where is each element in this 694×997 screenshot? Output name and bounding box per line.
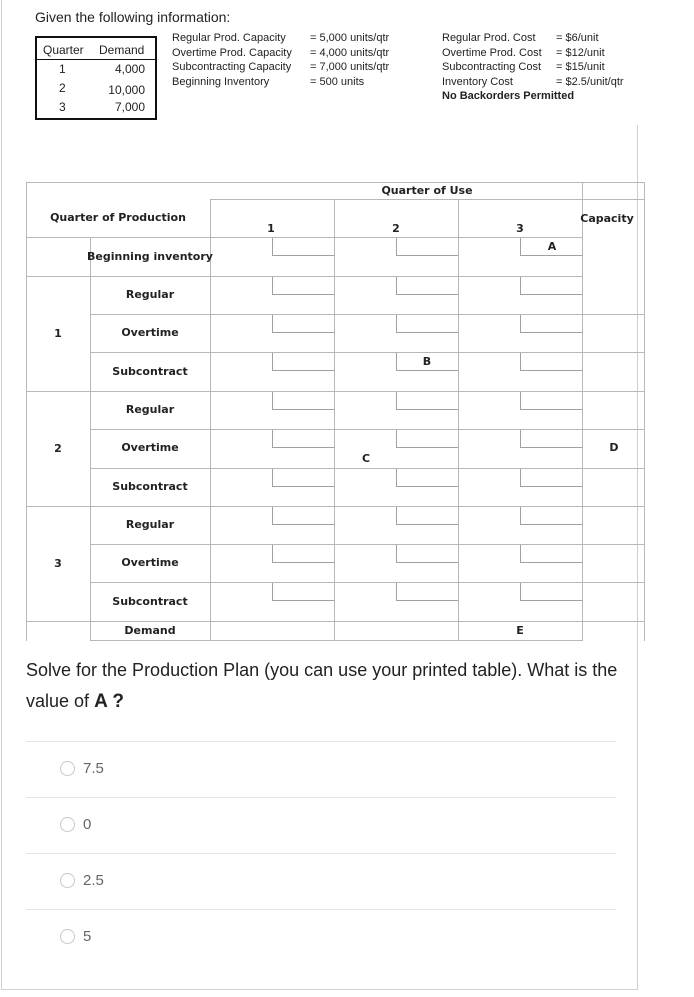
cost-value: = $15/unit <box>556 61 605 73</box>
cost-label: Regular Prod. Cost <box>442 32 536 44</box>
grid-line <box>90 640 582 641</box>
row-regular-label: Regular <box>125 518 175 531</box>
option-divider <box>26 741 616 742</box>
radio-button[interactable] <box>60 761 75 776</box>
capacity-label: Overtime Prod. Capacity <box>172 46 292 59</box>
use-column-3: 3 <box>516 222 524 235</box>
row-subcontract-label: Subcontract <box>112 480 188 493</box>
grid-line <box>644 182 645 641</box>
no-backorders-note: No Backorders Permitted <box>442 90 575 102</box>
cost-entry-box <box>520 392 582 410</box>
quarter-of-production-label: Quarter of Production <box>50 211 186 224</box>
grid-line <box>334 199 335 641</box>
answer-option[interactable] <box>60 760 104 777</box>
period-2-label: 2 <box>54 442 62 455</box>
cost-value: = $2.5/unit/qtr <box>556 75 624 88</box>
demand-quarter: 3 <box>59 100 66 114</box>
header-demand: Demand <box>99 43 145 57</box>
cost-entry-box <box>272 277 334 295</box>
marker-e: E <box>516 624 524 637</box>
frame-bottom-border <box>1 989 638 990</box>
demand-row-label: Demand <box>124 624 176 637</box>
question <box>26 655 626 717</box>
option-label: 2.5 <box>83 872 104 889</box>
cost-entry-box <box>396 315 458 333</box>
cost-entry-box <box>396 277 458 295</box>
option-label: 7.5 <box>83 760 104 777</box>
answer-option[interactable] <box>60 928 91 945</box>
cost-entry-box <box>396 545 458 563</box>
question-variable: A ? <box>94 691 124 712</box>
row-regular-label: Regular <box>125 288 175 301</box>
cost-entry-box <box>520 583 582 601</box>
cost-entry-box <box>272 430 334 448</box>
cost-entry-box <box>520 277 582 295</box>
cost-entry-box <box>396 238 458 256</box>
capacity-label: Beginning Inventory <box>172 75 270 88</box>
capacity-label: Regular Prod. Capacity <box>172 32 286 44</box>
grid-line <box>26 182 27 641</box>
beginning-inventory-label: Beginning inventory <box>87 250 213 263</box>
marker-b: B <box>422 355 432 368</box>
frame-left-border <box>1 0 2 990</box>
option-divider <box>26 797 616 798</box>
cost-entry-box <box>272 583 334 601</box>
radio-button[interactable] <box>60 817 75 832</box>
demand-table <box>35 36 157 120</box>
quarter-of-use-label: Quarter of Use <box>381 184 473 197</box>
row-overtime-label: Overtime <box>121 326 179 339</box>
row-regular-label: Regular <box>125 403 175 416</box>
cost-entry-box <box>520 315 582 333</box>
cost-value: = $12/unit <box>556 46 605 59</box>
grid-line <box>210 199 645 200</box>
radio-button[interactable] <box>60 929 75 944</box>
demand-value: 10,000 <box>108 83 145 97</box>
cost-entry-box <box>396 430 458 448</box>
cost-entry-box <box>520 353 582 371</box>
cost-entry-box <box>272 545 334 563</box>
cost-labels <box>442 31 574 104</box>
demand-quarter: 1 <box>59 62 66 76</box>
cost-entry-box <box>272 315 334 333</box>
demand-value: 4,000 <box>114 62 145 76</box>
answer-option[interactable] <box>60 816 91 833</box>
grid-line <box>582 182 583 641</box>
cost-entry-box <box>396 469 458 487</box>
capacity-value: = 5,000 units/qtr <box>310 32 390 44</box>
cost-entry-box <box>396 392 458 410</box>
option-divider <box>26 853 616 854</box>
cost-entry-box <box>272 392 334 410</box>
use-column-2: 2 <box>392 222 400 235</box>
cost-entry-box <box>520 507 582 525</box>
radio-button[interactable] <box>60 873 75 888</box>
grid-line <box>90 237 91 641</box>
cost-entry-box <box>520 545 582 563</box>
grid-line <box>26 621 645 622</box>
answer-option[interactable] <box>60 872 104 889</box>
row-subcontract-label: Subcontract <box>112 595 188 608</box>
cost-entry-box <box>396 507 458 525</box>
row-overtime-label: Overtime <box>121 441 179 454</box>
capacity-label: Subcontracting Capacity <box>172 61 292 73</box>
demand-quarter: 2 <box>59 81 66 95</box>
cost-entry-box <box>272 469 334 487</box>
grid-line <box>26 182 645 183</box>
capacity-values <box>310 31 389 89</box>
cost-entry-box <box>272 238 334 256</box>
capacity-value: = 4,000 units/qtr <box>310 46 390 59</box>
row-overtime-label: Overtime <box>121 556 179 569</box>
grid-line <box>210 199 211 641</box>
capacity-value: = 7,000 units/qtr <box>310 61 390 73</box>
cost-entry-box <box>520 238 582 256</box>
question-text: Solve for the Production Plan (you can use your printed table). What is the value of <box>26 660 618 711</box>
cost-label: Subcontracting Cost <box>442 61 542 73</box>
marker-d: D <box>609 441 619 454</box>
marker-c: C <box>361 452 371 465</box>
cost-label: Inventory Cost <box>442 75 513 88</box>
capacity-labels <box>172 31 292 89</box>
cost-value: = $6/unit <box>556 32 599 44</box>
option-label: 5 <box>83 928 92 945</box>
capacity-header: Capacity <box>580 212 634 225</box>
option-label: 0 <box>83 816 92 833</box>
cost-entry-box <box>396 583 458 601</box>
row-subcontract-label: Subcontract <box>112 365 188 378</box>
cost-entry-box <box>520 430 582 448</box>
period-3-label: 3 <box>54 557 62 570</box>
transportation-table <box>26 182 645 641</box>
cost-entry-box <box>272 353 334 371</box>
cost-values <box>556 31 624 89</box>
demand-row <box>37 62 155 80</box>
cost-entry-box <box>396 353 458 371</box>
period-1-label: 1 <box>54 327 62 340</box>
demand-row <box>37 100 155 118</box>
demand-row <box>37 81 155 99</box>
intro-text: Given the following information: <box>35 9 231 25</box>
capacity-value: = 500 units <box>310 75 365 88</box>
marker-a: A <box>547 240 557 253</box>
cost-entry-box <box>272 507 334 525</box>
header-quarter: Quarter <box>43 43 84 57</box>
cost-entry-box <box>520 469 582 487</box>
demand-table-header <box>37 42 155 60</box>
cost-label: Overtime Prod. Cost <box>442 46 542 59</box>
grid-line <box>458 199 459 641</box>
demand-value: 7,000 <box>114 100 145 114</box>
option-divider <box>26 909 616 910</box>
use-column-1: 1 <box>267 222 275 235</box>
